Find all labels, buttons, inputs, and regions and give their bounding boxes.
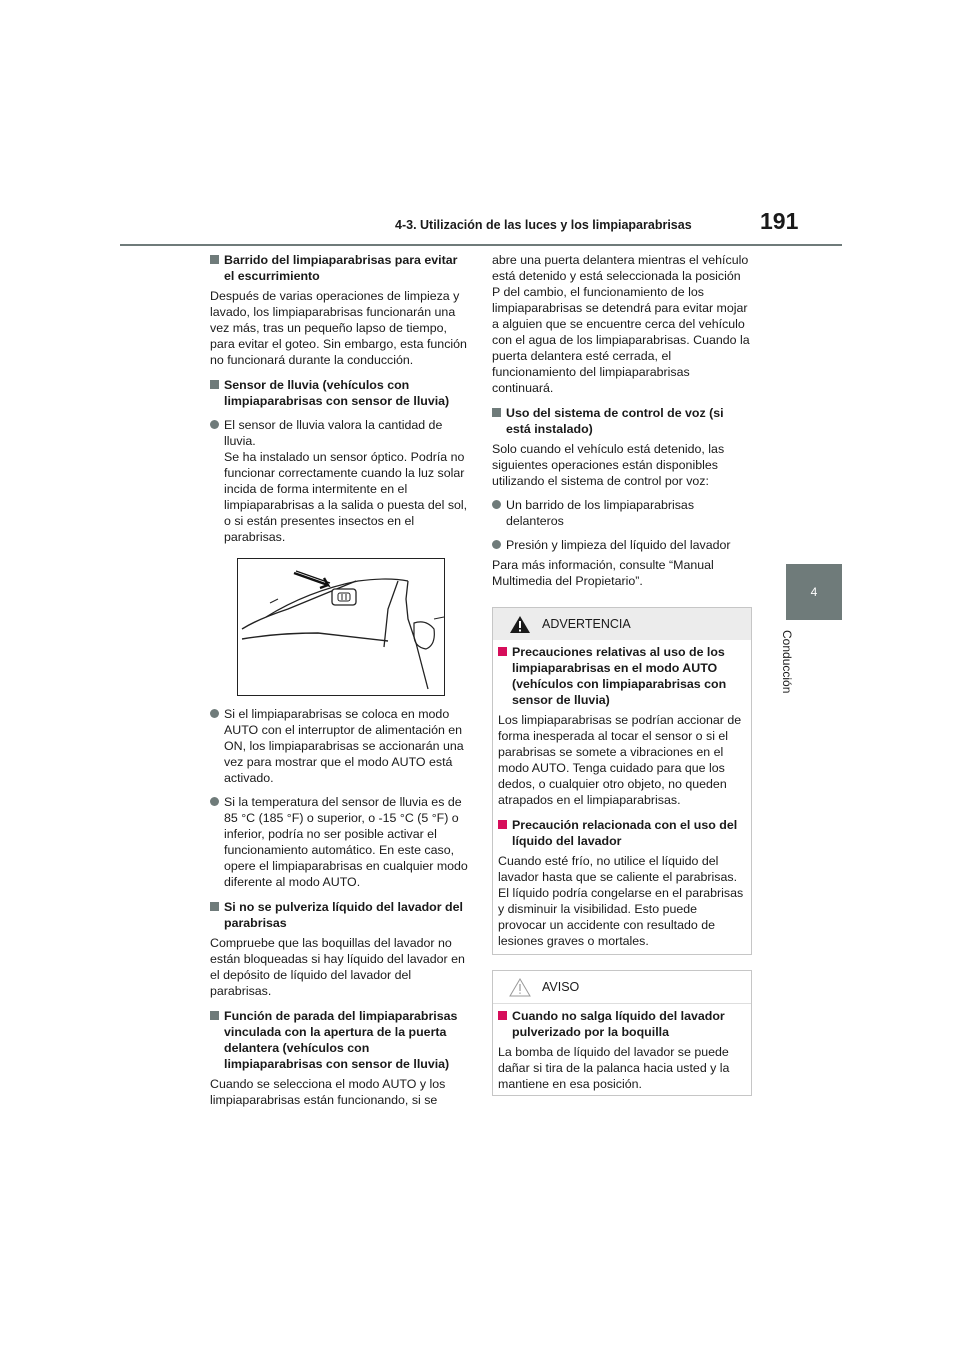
header-rule <box>120 244 842 246</box>
chapter-tab[interactable] <box>786 564 842 620</box>
warning-heading: Precauciones relativas al uso de los limpiaparabrisas en el modo AUTO (vehículos con limpiaparabrisas con sensor de lluvia) <box>498 644 746 708</box>
section-heading: Barrido del limpiaparabrisas para evitar el escurrimiento <box>210 252 468 284</box>
bullet-item: Presión y limpieza del líquido del lavador <box>492 537 750 553</box>
warning-triangle-icon <box>509 615 531 634</box>
paragraph: Después de varias operaciones de limpieza y lavado, los limpiaparabrisas funcionarán una vez más, tras un pequeño lapso de tiempo, para evitar el goteo. Sin embargo, esta función no funcionará durante la conducción. <box>210 289 467 367</box>
notice-title: AVISO <box>542 980 580 994</box>
warning-title: ADVERTENCIA <box>542 617 631 631</box>
notice-header <box>493 971 751 1004</box>
chapter-number: 4 <box>810 585 818 599</box>
notice-heading: Cuando no salga líquido del lavador pulverizado por la boquilla <box>498 1008 746 1040</box>
page-number: 191 <box>760 208 799 234</box>
paragraph: Solo cuando el vehículo está detenido, las siguientes operaciones están disponibles utilizando el sistema de control por voz: <box>492 442 725 488</box>
bullet-item: Si el limpiaparabrisas se coloca en modo AUTO con el interruptor de alimentación en ON, los limpiaparabrisas se accionarán una vez para mostrar que el modo AUTO está activado. <box>210 706 468 786</box>
bullet-item: El sensor de lluvia valora la cantidad de lluvia. Se ha instalado un sensor óptico. Podría no funcionar correctamente cuando la luz solar incida de forma intermitente en el limpiaparabrisas a la salida o puesta del sol, o si están presentes insectos en el parabrisas. <box>210 417 468 545</box>
section-heading: Función de parada del limpiaparabrisas vinculada con la apertura de la puerta delantera (vehículos con limpiaparabrisas con sensor de lluvia) <box>210 1008 468 1072</box>
paragraph: Compruebe que las boquillas del lavador no están bloqueadas si hay líquido del lavador en el depósito de líquido del lavador del parabrisas. <box>210 936 465 998</box>
caution-triangle-icon <box>509 978 531 997</box>
header-title: 4-3. Utilización de las luces y los limpiaparabrisas <box>395 218 692 232</box>
rain-sensor-icon <box>332 589 356 605</box>
warning-header <box>493 608 751 640</box>
bullet-item: Si la temperatura del sensor de lluvia es de 85 °C (185 °F) o superior, o -15 °C (5 °F) o inferior, podría no ser posible activar el funcionamiento automático. En este caso, opere el limpiaparabrisas en cualquier modo diferente al modo AUTO. <box>210 794 468 890</box>
chapter-label: Conducción <box>780 630 794 694</box>
warning-box <box>492 607 752 955</box>
paragraph: Cuando esté frío, no utilice el líquido del lavador hasta que se caliente el parabrisas. El líquido podría congelarse en el parabrisas y disminuir la visibilidad. Esto puede provocar un accidente con resultado de lesiones graves o mortales. <box>498 854 744 948</box>
paragraph: Para más información, consulte “Manual Multimedia del Propietario”. <box>492 558 714 588</box>
bullet-item: Un barrido de los limpiaparabrisas delanteros <box>492 497 750 529</box>
section-heading: Sensor de lluvia (vehículos con limpiaparabrisas con sensor de lluvia) <box>210 377 468 409</box>
dashboard-line <box>242 633 388 641</box>
paragraph: abre una puerta delantera mientras el vehículo está detenido y está seleccionada la posición P del cambio, el funcionamiento de los limpiaparabrisas se detendrá para evitar mojar a alguien que se encuentre cerca del vehículo con el agua de los limpiaparabrisas. Cuando la puerta delantera esté cerrada, el funcionamiento del limpiaparabrisas continuará. <box>492 253 750 395</box>
notice-box <box>492 970 752 1096</box>
warning-heading: Precaución relacionada con el uso del líquido del lavador <box>498 817 746 849</box>
side-mirror <box>414 622 434 649</box>
paragraph: La bomba de líquido del lavador se puede dañar si tira de la palanca hacia usted y la mantiene en esa posición. <box>498 1045 730 1091</box>
section-heading: Si no se pulveriza líquido del lavador del parabrisas <box>210 899 468 931</box>
a-pillar <box>384 581 398 647</box>
left-column <box>210 252 468 1108</box>
paragraph: Cuando se selecciona el modo AUTO y los limpiaparabrisas están funcionando, si se <box>210 1077 446 1107</box>
right-column <box>492 252 750 589</box>
paragraph: Los limpiaparabrisas se podrían accionar de forma inesperada al tocar el sensor o si el parabrisas se somete a vibraciones en el modo AUTO. Tenga cuidado para que los dedos, o cualquier otro objeto, no queden atrapados en el limpiaparabrisas. <box>498 713 742 807</box>
section-heading: Uso del sistema de control de voz (si está instalado) <box>492 405 750 437</box>
rain-sensor-figure <box>237 558 445 696</box>
